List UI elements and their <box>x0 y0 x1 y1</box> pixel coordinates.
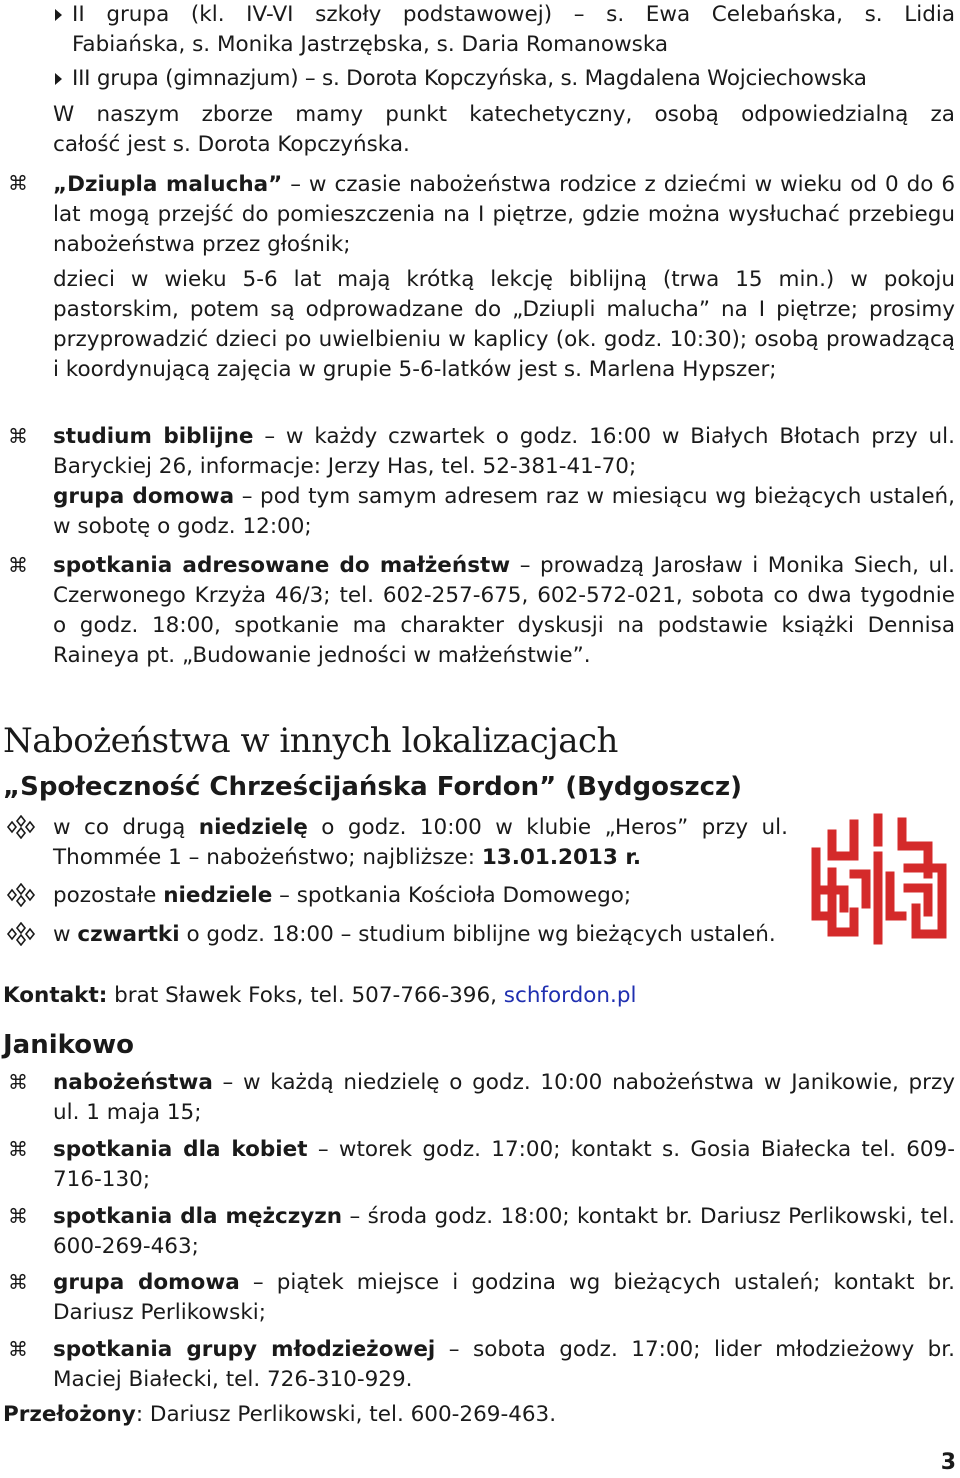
section-title: Nabożeństwa w innych lokalizacjach <box>3 721 618 761</box>
studium-text: – w każdy czwartek o godz. 16:00 w Białych Błotach przy ul. Baryckiej 26, informacje: Jerzy Has, tel. 52-381-41-70; <box>53 424 955 479</box>
triangle-bullet-icon <box>55 9 62 21</box>
janikowo-item-2-title: spotkania dla kobiet <box>53 1137 308 1162</box>
grupa-domowa-paragraph <box>53 482 955 542</box>
maltese-cross-icon: ⌘ <box>8 424 28 448</box>
janikowo-item-1-text: – w każdą niedzielę o godz. 10:00 nabożeństwa w Janikowie, przy ul. 1 maja 15; <box>53 1070 955 1125</box>
punkt-katechetyczny-line-2: całość jest s. Dorota Kopczyńska. <box>53 132 410 157</box>
fordon-logo <box>808 812 950 946</box>
janikowo-item-2-text: – wtorek godz. 17:00; kontakt s. Gosia Białecka tel. 609-716-130; <box>53 1137 955 1192</box>
janikowo-item-5 <box>53 1335 955 1395</box>
fordon-item-1-b: niedzielę <box>198 815 308 840</box>
fordon-item-3-a: w <box>53 922 78 947</box>
janikowo-item-4-title: grupa domowa <box>53 1270 240 1295</box>
maltese-cross-icon: ⌘ <box>8 1070 28 1094</box>
fordon-contact <box>3 981 903 1011</box>
malzenstwa-text: – prowadzą Jarosław i Monika Siech, ul. Czerwonego Krzyża 46/3; tel. 602-257-675, 602-572-021, sobota co dwa tygodnie o godz. 18:00, spotkanie ma charakter dyskusji na podstawie książki Dennisa Raineya pt. „Budowanie jedności w małżeństwie”. <box>53 553 955 668</box>
triangle-bullet-icon <box>55 73 62 85</box>
grupa-domowa-title: grupa domowa <box>53 484 235 509</box>
fordon-item-3-b: czwartki <box>77 922 180 947</box>
maltese-cross-icon: ⌘ <box>8 1204 28 1228</box>
janikowo-item-4-text: – piątek miejsce i godzina wg bieżących ustaleń; kontakt br. Dariusz Perlikowski; <box>53 1270 955 1325</box>
punkt-katechetyczny-line-1: W naszym zborze mamy punkt katechetyczny, osobą odpowiedzialną za <box>53 102 955 127</box>
przelozony-line <box>3 1400 903 1430</box>
studium-title: studium biblijne <box>53 424 254 449</box>
janikowo-item-5-text: – sobota godz. 17:00; lider młodzieżowy br. Maciej Białecki, tel. 726-310-929. <box>53 1337 955 1392</box>
janikowo-title: Janikowo <box>3 1030 134 1060</box>
contact-label: Kontakt: <box>3 983 108 1008</box>
group-2-line-2: Fabiańska, s. Monika Jastrzębska, s. Daria Romanowska <box>72 32 669 57</box>
janikowo-item-1 <box>53 1068 955 1128</box>
janikowo-item-3 <box>53 1202 955 1262</box>
fordon-item-1-a: w co drugą <box>53 815 199 840</box>
janikowo-item-4 <box>53 1268 955 1328</box>
fordon-item-2-a: pozostałe <box>53 883 164 908</box>
janikowo-item-2 <box>53 1135 955 1195</box>
fordon-item-3-c: o godz. 18:00 – studium biblijne wg bieżących ustaleń. <box>179 922 776 947</box>
przelozony-label: Przełożony <box>3 1402 136 1427</box>
fordon-item-2-b: niedziele <box>163 883 273 908</box>
studium-paragraph <box>53 422 955 482</box>
dziupla-paragraph-1 <box>53 170 955 260</box>
fordon-item-3 <box>53 920 788 950</box>
malzenstwa-title: spotkania adresowane do małżeństw <box>53 553 511 578</box>
four-diamond-icon <box>6 815 36 839</box>
janikowo-item-5-title: spotkania grupy młodzieżowej <box>53 1337 436 1362</box>
group-2-line-1: II grupa (kl. IV-VI szkoły podstawowej) – s. Ewa Celebańska, s. Lidia <box>72 2 955 27</box>
contact-text: brat Sławek Foks, tel. 507-766-396, <box>107 983 504 1008</box>
maltese-cross-icon: ⌘ <box>8 171 28 195</box>
fordon-item-2-c: – spotkania Kościoła Domowego; <box>272 883 632 908</box>
four-diamond-icon <box>6 883 36 907</box>
maltese-cross-icon: ⌘ <box>8 1337 28 1361</box>
malzenstwa-paragraph <box>53 551 955 671</box>
page-number: 3 <box>940 1450 956 1475</box>
group-3-line: III grupa (gimnazjum) – s. Dorota Kopczyńska, s. Magdalena Wojciechowska <box>72 66 867 91</box>
przelozony-text: : Dariusz Perlikowski, tel. 600-269-463. <box>135 1402 557 1427</box>
maltese-cross-icon: ⌘ <box>8 553 28 577</box>
dziupla-text: – w czasie nabożeństwa rodzice z dziećmi w wieku od 0 do 6 lat mogą przejść do pomieszczenia na I piętrze, gdzie można wysłuchać przebiegu nabożeństwa przez głośnik; <box>53 172 956 257</box>
dziupla-title: „Dziupla malucha” <box>53 172 283 197</box>
fordon-item-1 <box>53 813 788 873</box>
maltese-cross-icon: ⌘ <box>8 1137 28 1161</box>
maltese-cross-icon: ⌘ <box>8 1270 28 1294</box>
fordon-item-1-c: o godz. 10:00 w klubie „Heros” przy ul. Thommée 1 – nabożeństwo; najbliższe: <box>53 815 788 870</box>
fordon-item-2 <box>53 881 788 911</box>
fordon-item-1-d: 13.01.2013 r. <box>481 845 642 870</box>
four-diamond-icon <box>6 922 36 946</box>
fordon-title: „Społeczność Chrześcijańska Fordon” (Bydgoszcz) <box>3 772 743 802</box>
janikowo-item-1-title: nabożeństwa <box>53 1070 213 1095</box>
contact-link[interactable]: schfordon.pl <box>503 983 637 1008</box>
dziupla-paragraph-2: dzieci w wieku 5-6 lat mają krótką lekcję biblijną (trwa 15 min.) w pokoju pastorskim, potem są odprowadzane do „Dziupli malucha” na I piętrze; prosimy przyprowadzić dzieci po uwielbieniu w kaplicy (ok. godz. 10:30); osobą prowadzącą i koordynującą zajęcia w grupie 5-6-latków jest s. Marlena Hypszer; <box>53 267 955 382</box>
janikowo-item-3-text: – środa godz. 18:00; kontakt br. Dariusz Perlikowski, tel. 600-269-463; <box>53 1204 955 1259</box>
janikowo-item-3-title: spotkania dla mężczyzn <box>53 1204 343 1229</box>
grupa-domowa-text: – pod tym samym adresem raz w miesiącu wg bieżących ustaleń, w sobotę o godz. 12:00; <box>53 484 956 539</box>
